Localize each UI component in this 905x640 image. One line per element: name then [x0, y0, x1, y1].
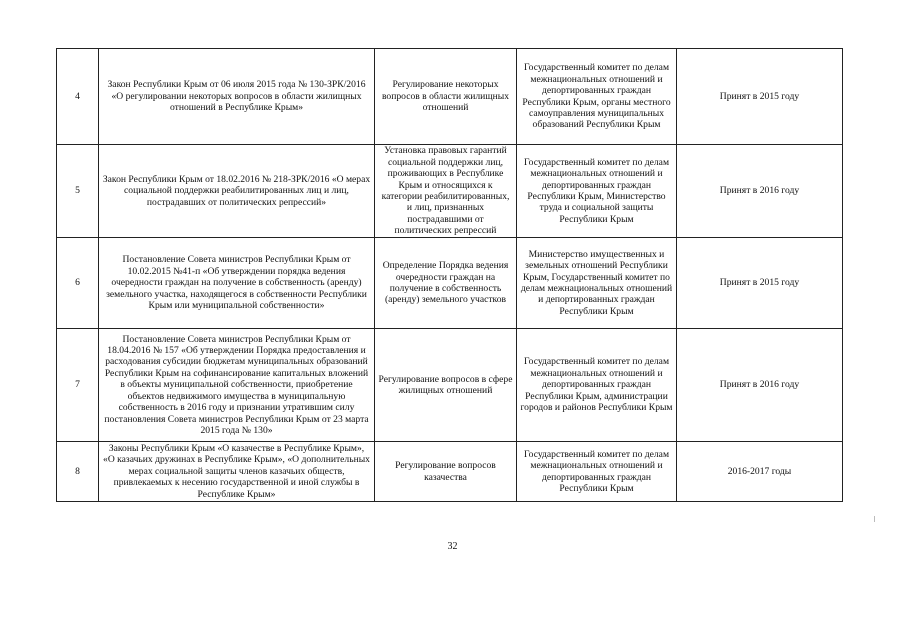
legal-act-cell: Постановление Совета министров Республики Крым от 10.02.2015 №41-п «Об утверждении порядка ведения очередности граждан на получение в собственность (аренду) земельного участка, находящегося в собственности Республики Крым или муниципальной собственности»	[99, 238, 375, 329]
table-row	[57, 49, 843, 145]
responsible-cell: Министерство имущественных и земельных отношений Республики Крым, Государственный комитет по делам межнациональных отношений и депортированных граждан Республики Крым	[517, 238, 677, 329]
table-row	[57, 442, 843, 502]
row-number: 8	[57, 442, 99, 502]
subject-cell: Регулирование вопросов казачества	[375, 442, 517, 502]
legal-act-cell: Постановление Совета министров Республики Крым от 18.04.2016 № 157 «Об утверждении Порядка предоставления и расходования субсидии бюджетам муниципальных образований Республики Крым на софинансирование капитальных вложений в объекты муниципальной собственности, приобретение объектов недвижимого имущества в муниципальную собственность в 2016 году и признании утратившим силу постановления Совета министров Республики Крым от 23 марта 2015 года № 130»	[99, 329, 375, 442]
responsible-cell: Государственный комитет по делам межнациональных отношений и депортированных граждан Республики Крым, администрации городов и районов Республики Крым	[517, 329, 677, 442]
legislation-table	[56, 48, 843, 502]
page-number: 32	[447, 541, 458, 552]
row-number: 6	[57, 238, 99, 329]
legal-act-cell: Закон Республики Крым от 06 июля 2015 года № 130-ЗРК/2016 «О регулировании некоторых вопросов в области жилищных отношений в Республике Крым»	[99, 49, 375, 145]
subject-cell: Определение Порядка ведения очередности граждан на получение в собственность (аренду) земельного участков	[375, 238, 517, 329]
legal-act-cell: Законы Республики Крым «О казачестве в Республике Крым», «О казачьих дружинах в Республике Крым», «О дополнительных мерах социальной защиты членов казачьих обществ, привлекаемых к несению государственной и иной службы в Республике Крым»	[99, 442, 375, 502]
row-number: 5	[57, 145, 99, 238]
row-number: 4	[57, 49, 99, 145]
table-row	[57, 238, 843, 329]
subject-cell: Регулирование некоторых вопросов в области жилищных отношений	[375, 49, 517, 145]
subject-cell: Установка правовых гарантий социальной поддержки лиц, проживающих в Республике Крым и относящихся к категории реабилитированных, и лиц, признанных пострадавшими от политических репрессий	[375, 145, 517, 238]
subject-cell: Регулирование вопросов в сфере жилищных отношений	[375, 329, 517, 442]
status-cell: Принят в 2016 году	[677, 329, 843, 442]
table-row	[57, 329, 843, 442]
table-row	[57, 145, 843, 238]
status-cell: 2016-2017 годы	[677, 442, 843, 502]
legal-act-cell: Закон Республики Крым от 18.02.2016 № 218-ЗРК/2016 «О мерах социальной поддержки реабилитированных лиц и лиц, пострадавших от политических репрессий»	[99, 145, 375, 238]
status-cell: Принят в 2016 году	[677, 145, 843, 238]
status-cell: Принят в 2015 году	[677, 49, 843, 145]
row-number: 7	[57, 329, 99, 442]
scan-mark	[874, 516, 875, 522]
responsible-cell: Государственный комитет по делам межнациональных отношений и депортированных граждан Республики Крым, органы местного самоуправления муниципальных образований Республики Крым	[517, 49, 677, 145]
responsible-cell: Государственный комитет по делам межнациональных отношений и депортированных граждан Республики Крым, Министерство труда и социальной защиты Республики Крым	[517, 145, 677, 238]
responsible-cell: Государственный комитет по делам межнациональных отношений и депортированных граждан Республики Крым	[517, 442, 677, 502]
status-cell: Принят в 2015 году	[677, 238, 843, 329]
